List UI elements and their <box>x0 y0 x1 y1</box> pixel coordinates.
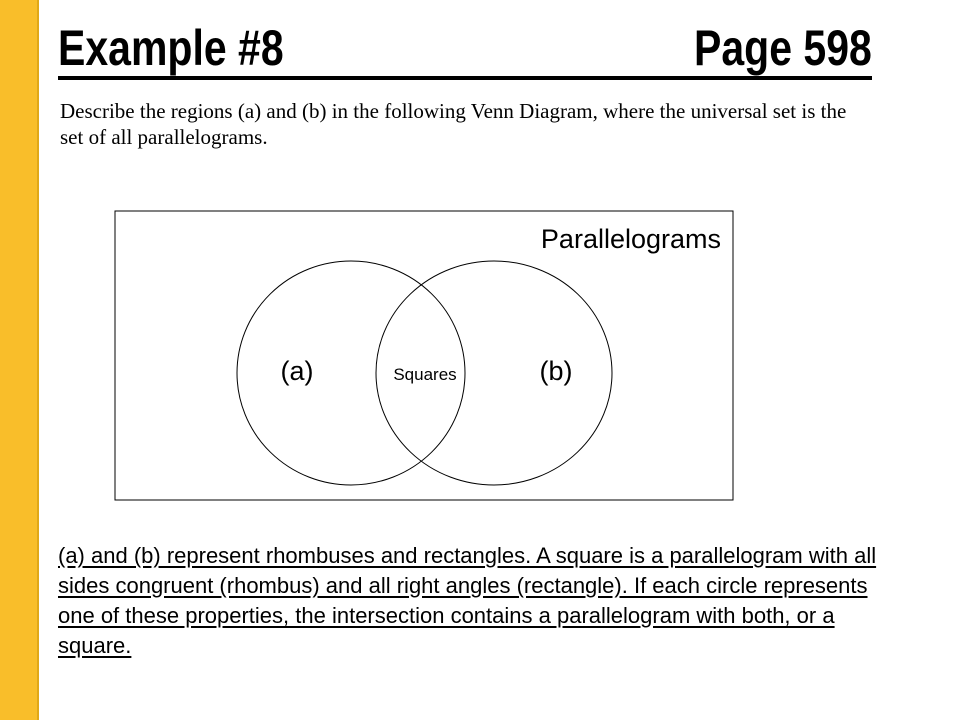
answer-text: (a) and (b) represent rhombuses and rectangles. A square is a parallelogram with all sides congruent (rhombus) and all right angles (rectangle). If each circle represents one of these properties, the intersection contains a parallelogram with both, or a square. <box>58 543 877 658</box>
region-b-label: (b) <box>539 356 573 386</box>
page-reference: Page 598 <box>694 20 872 76</box>
intersection-label: Squares <box>393 365 457 384</box>
universal-set-rectangle <box>115 211 733 500</box>
example-title: Example #8 <box>58 20 284 76</box>
question-text: Describe the regions (a) and (b) in the following Venn Diagram, where the universal set is the set of all parallelograms. <box>60 99 847 149</box>
region-a-label: (a) <box>280 356 314 386</box>
universe-label: Parallelograms <box>540 224 721 254</box>
